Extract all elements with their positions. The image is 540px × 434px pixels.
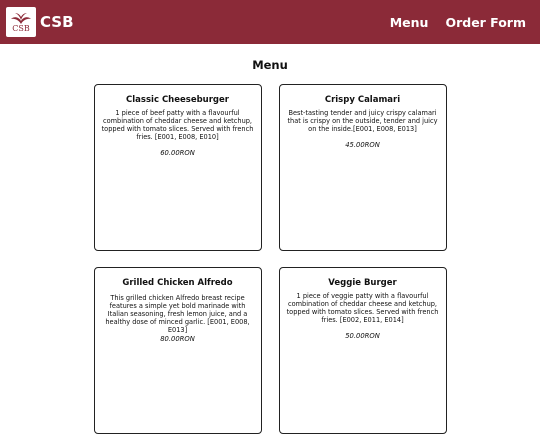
menu-card: [279, 84, 447, 251]
menu-item-description: 1 piece of veggie patty with a flavourful combination of cheddar cheese and ketchup, topped with tomato slices. Served with french fries. [E002, E011, E014]: [286, 292, 439, 324]
menu-item-price: 60.00RON: [160, 149, 195, 157]
logo-text: CSB: [12, 24, 30, 33]
menu-item-title: Crispy Calamari: [324, 95, 401, 105]
nav-link-menu[interactable]: Menu: [389, 14, 429, 30]
logo: [6, 7, 36, 37]
brand-link[interactable]: [6, 7, 74, 37]
menu-item-price: 45.00RON: [345, 141, 380, 149]
menu-item-price: 50.00RON: [345, 332, 380, 340]
menu-item-title: Classic Cheeseburger: [126, 95, 229, 105]
logo-emblem-icon: [10, 11, 32, 25]
menu-item-description: 1 piece of beef patty with a flavourful combination of cheddar cheese and ketchup, topped with tomato slices. Served with french fries. [E001, E008, E010]: [101, 109, 254, 141]
page-title: Menu: [252, 58, 288, 72]
nav-links: [390, 15, 526, 30]
menu-item-description: This grilled chicken Alfredo breast recipe features a simple yet bold marinade with Italian seasoning, fresh lemon juice, and a healthy dose of minced garlic. [E001, E008, E013]: [105, 294, 250, 334]
nav-link-order-form[interactable]: Order Form: [445, 14, 526, 30]
menu-item-price: 80.00RON: [160, 335, 195, 343]
navbar: [0, 0, 540, 44]
menu-item-title: Grilled Chicken Alfredo: [122, 278, 233, 288]
menu-grid: [0, 84, 540, 434]
menu-item-title: Veggie Burger: [328, 278, 397, 288]
menu-card: [94, 267, 262, 434]
menu-card: [94, 84, 262, 251]
menu-card: [279, 267, 447, 434]
brand-name: CSB: [40, 13, 74, 31]
menu-item-description: Best-tasting tender and juicy crispy calamari that is crispy on the outside, tender and juicy on the inside.[E001, E008, E013]: [287, 109, 438, 133]
